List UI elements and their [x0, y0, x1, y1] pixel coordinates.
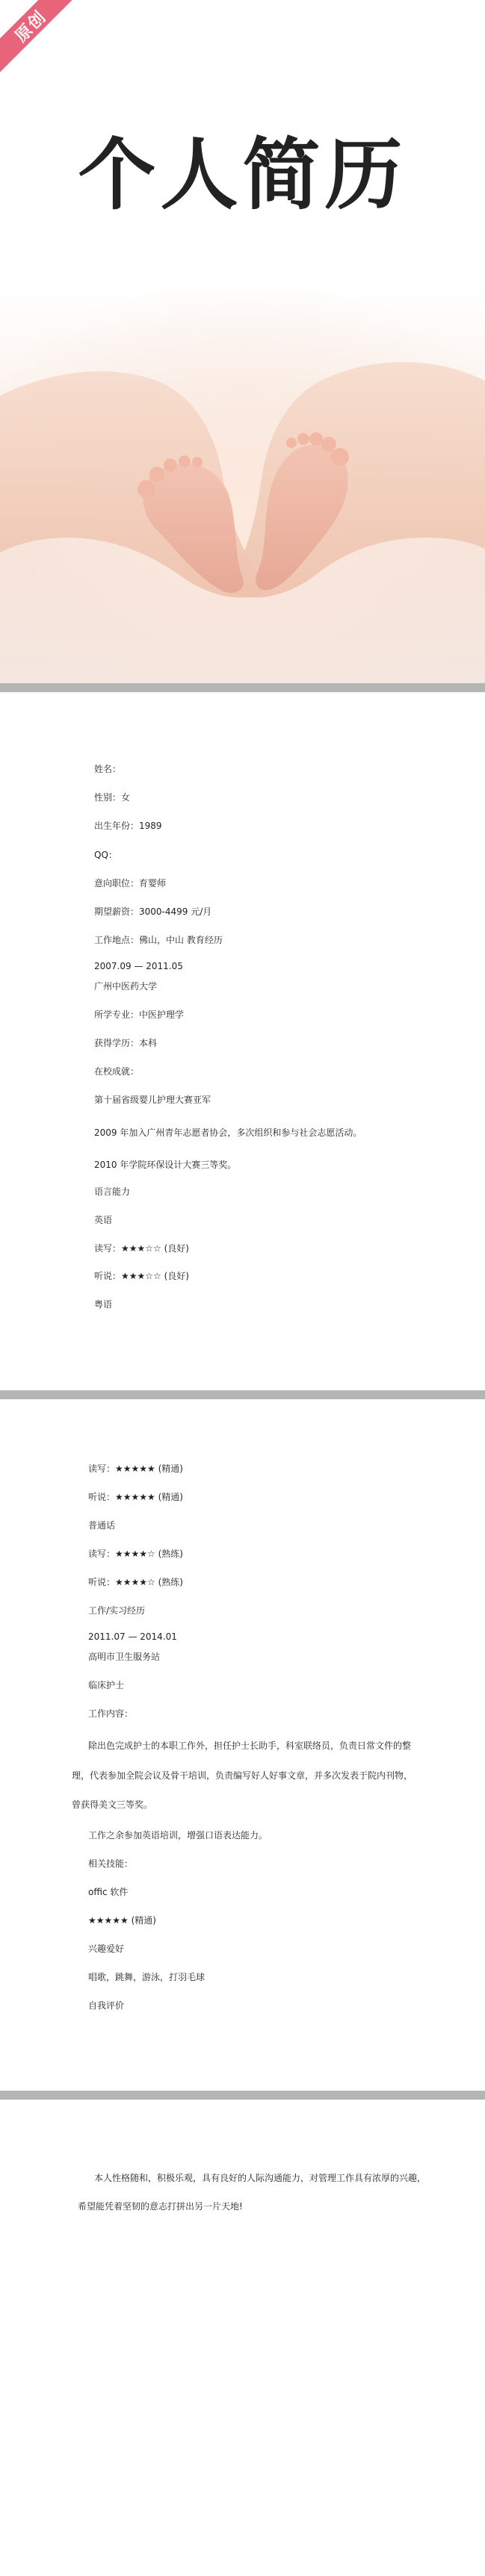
self-evaluation-line: 希望能凭着坚韧的意志打拼出另一片天地!	[78, 2201, 243, 2212]
english-reading-writing: 读写：★★★☆☆ (良好)	[94, 1243, 189, 1254]
original-badge: 原创	[0, 0, 83, 78]
language-mandarin: 普通话	[88, 1520, 116, 1531]
hobbies-heading: 兴趣爱好	[88, 1944, 125, 1954]
name-field: 姓名：	[94, 764, 122, 774]
job-duties-line: 曾获得美文三等奖。	[72, 1799, 153, 1810]
language-ability-heading: 语言能力	[94, 1186, 131, 1197]
employer-name: 高明市卫生服务站	[88, 1652, 161, 1662]
degree-field: 获得学历：本科	[94, 1038, 158, 1048]
mandarin-listening-speaking: 听说：★★★★☆ (熟练)	[88, 1577, 183, 1587]
job-duties-heading: 工作内容：	[88, 1708, 134, 1719]
skill-office: offic 软件	[88, 1887, 129, 1897]
achievement-item: 第十届省级婴儿护理大赛亚军	[94, 1095, 211, 1105]
resume-section-experience	[0, 1399, 485, 2091]
school-achievements-heading: 在校成就：	[94, 1066, 140, 1077]
birth-year-field: 出生年份：1989	[94, 821, 162, 831]
self-evaluation-line: 本人性格随和，积极乐观，具有良好的人际沟通能力，对管理工作具有浓厚的兴趣，	[94, 2173, 427, 2183]
mandarin-reading-writing: 读写：★★★★☆ (熟练)	[88, 1549, 183, 1559]
language-english: 英语	[94, 1215, 113, 1225]
photo-illustration	[0, 291, 485, 683]
job-duties-extra: 工作之余参加英语培训，增强口语表达能力。	[88, 1830, 268, 1841]
resume-section-basic-info	[0, 692, 485, 1390]
job-title: 临床护士	[88, 1680, 125, 1690]
self-evaluation-heading: 自我评价	[88, 2000, 125, 2011]
english-listening-speaking: 听说：★★★☆☆ (良好)	[94, 1271, 189, 1281]
job-duties-line: 除出色完成护士的本职工作外，担任护士长助手，科室联络员，负责日常文件的整	[88, 1740, 412, 1751]
achievement-item: 2010 年学院环保设计大赛三等奖。	[94, 1160, 237, 1170]
hobbies-list: 唱歌，跳舞，游泳，打羽毛球	[88, 1972, 206, 1982]
page-title: 个人简历	[78, 129, 407, 220]
hero-section	[0, 0, 485, 683]
resume-section-self-evaluation	[0, 2100, 485, 2576]
target-position-field: 意向职位：育婴师	[94, 878, 167, 889]
expected-salary-field: 期望薪资：3000-4499 元/月	[94, 906, 212, 917]
baby-feet-heart-photo	[0, 291, 485, 683]
work-experience-heading: 工作/实习经历	[88, 1605, 146, 1616]
work-location-field: 工作地点：佛山，中山 教育经历	[94, 935, 223, 945]
cantonese-listening-speaking: 听说：★★★★★ (精通)	[88, 1492, 183, 1502]
job-duties-line: 理，代表参加全院会议及骨干培训，负责编写好人好事文章，并多次发表于院内刊物，	[72, 1770, 413, 1781]
cantonese-reading-writing: 读写：★★★★★ (精通)	[88, 1463, 183, 1474]
skills-heading: 相关技能：	[88, 1858, 134, 1869]
skill-office-rating: ★★★★★ (精通)	[88, 1915, 156, 1926]
section-divider	[0, 683, 485, 692]
university-name: 广州中医药大学	[94, 981, 158, 992]
qq-field: QQ：	[94, 850, 117, 860]
major-field: 所学专业：中医护理学	[94, 1009, 185, 1020]
language-cantonese: 粤语	[94, 1299, 113, 1310]
section-divider	[0, 2091, 485, 2100]
achievement-item: 2009 年加入广州青年志愿者协会，多次组织和参与社会志愿活动。	[94, 1127, 362, 1138]
work-period: 2011.07 — 2014.01	[88, 1631, 177, 1642]
gender-field: 性别：女	[94, 792, 131, 803]
section-divider	[0, 1390, 485, 1399]
education-period: 2007.09 — 2011.05	[94, 961, 183, 971]
